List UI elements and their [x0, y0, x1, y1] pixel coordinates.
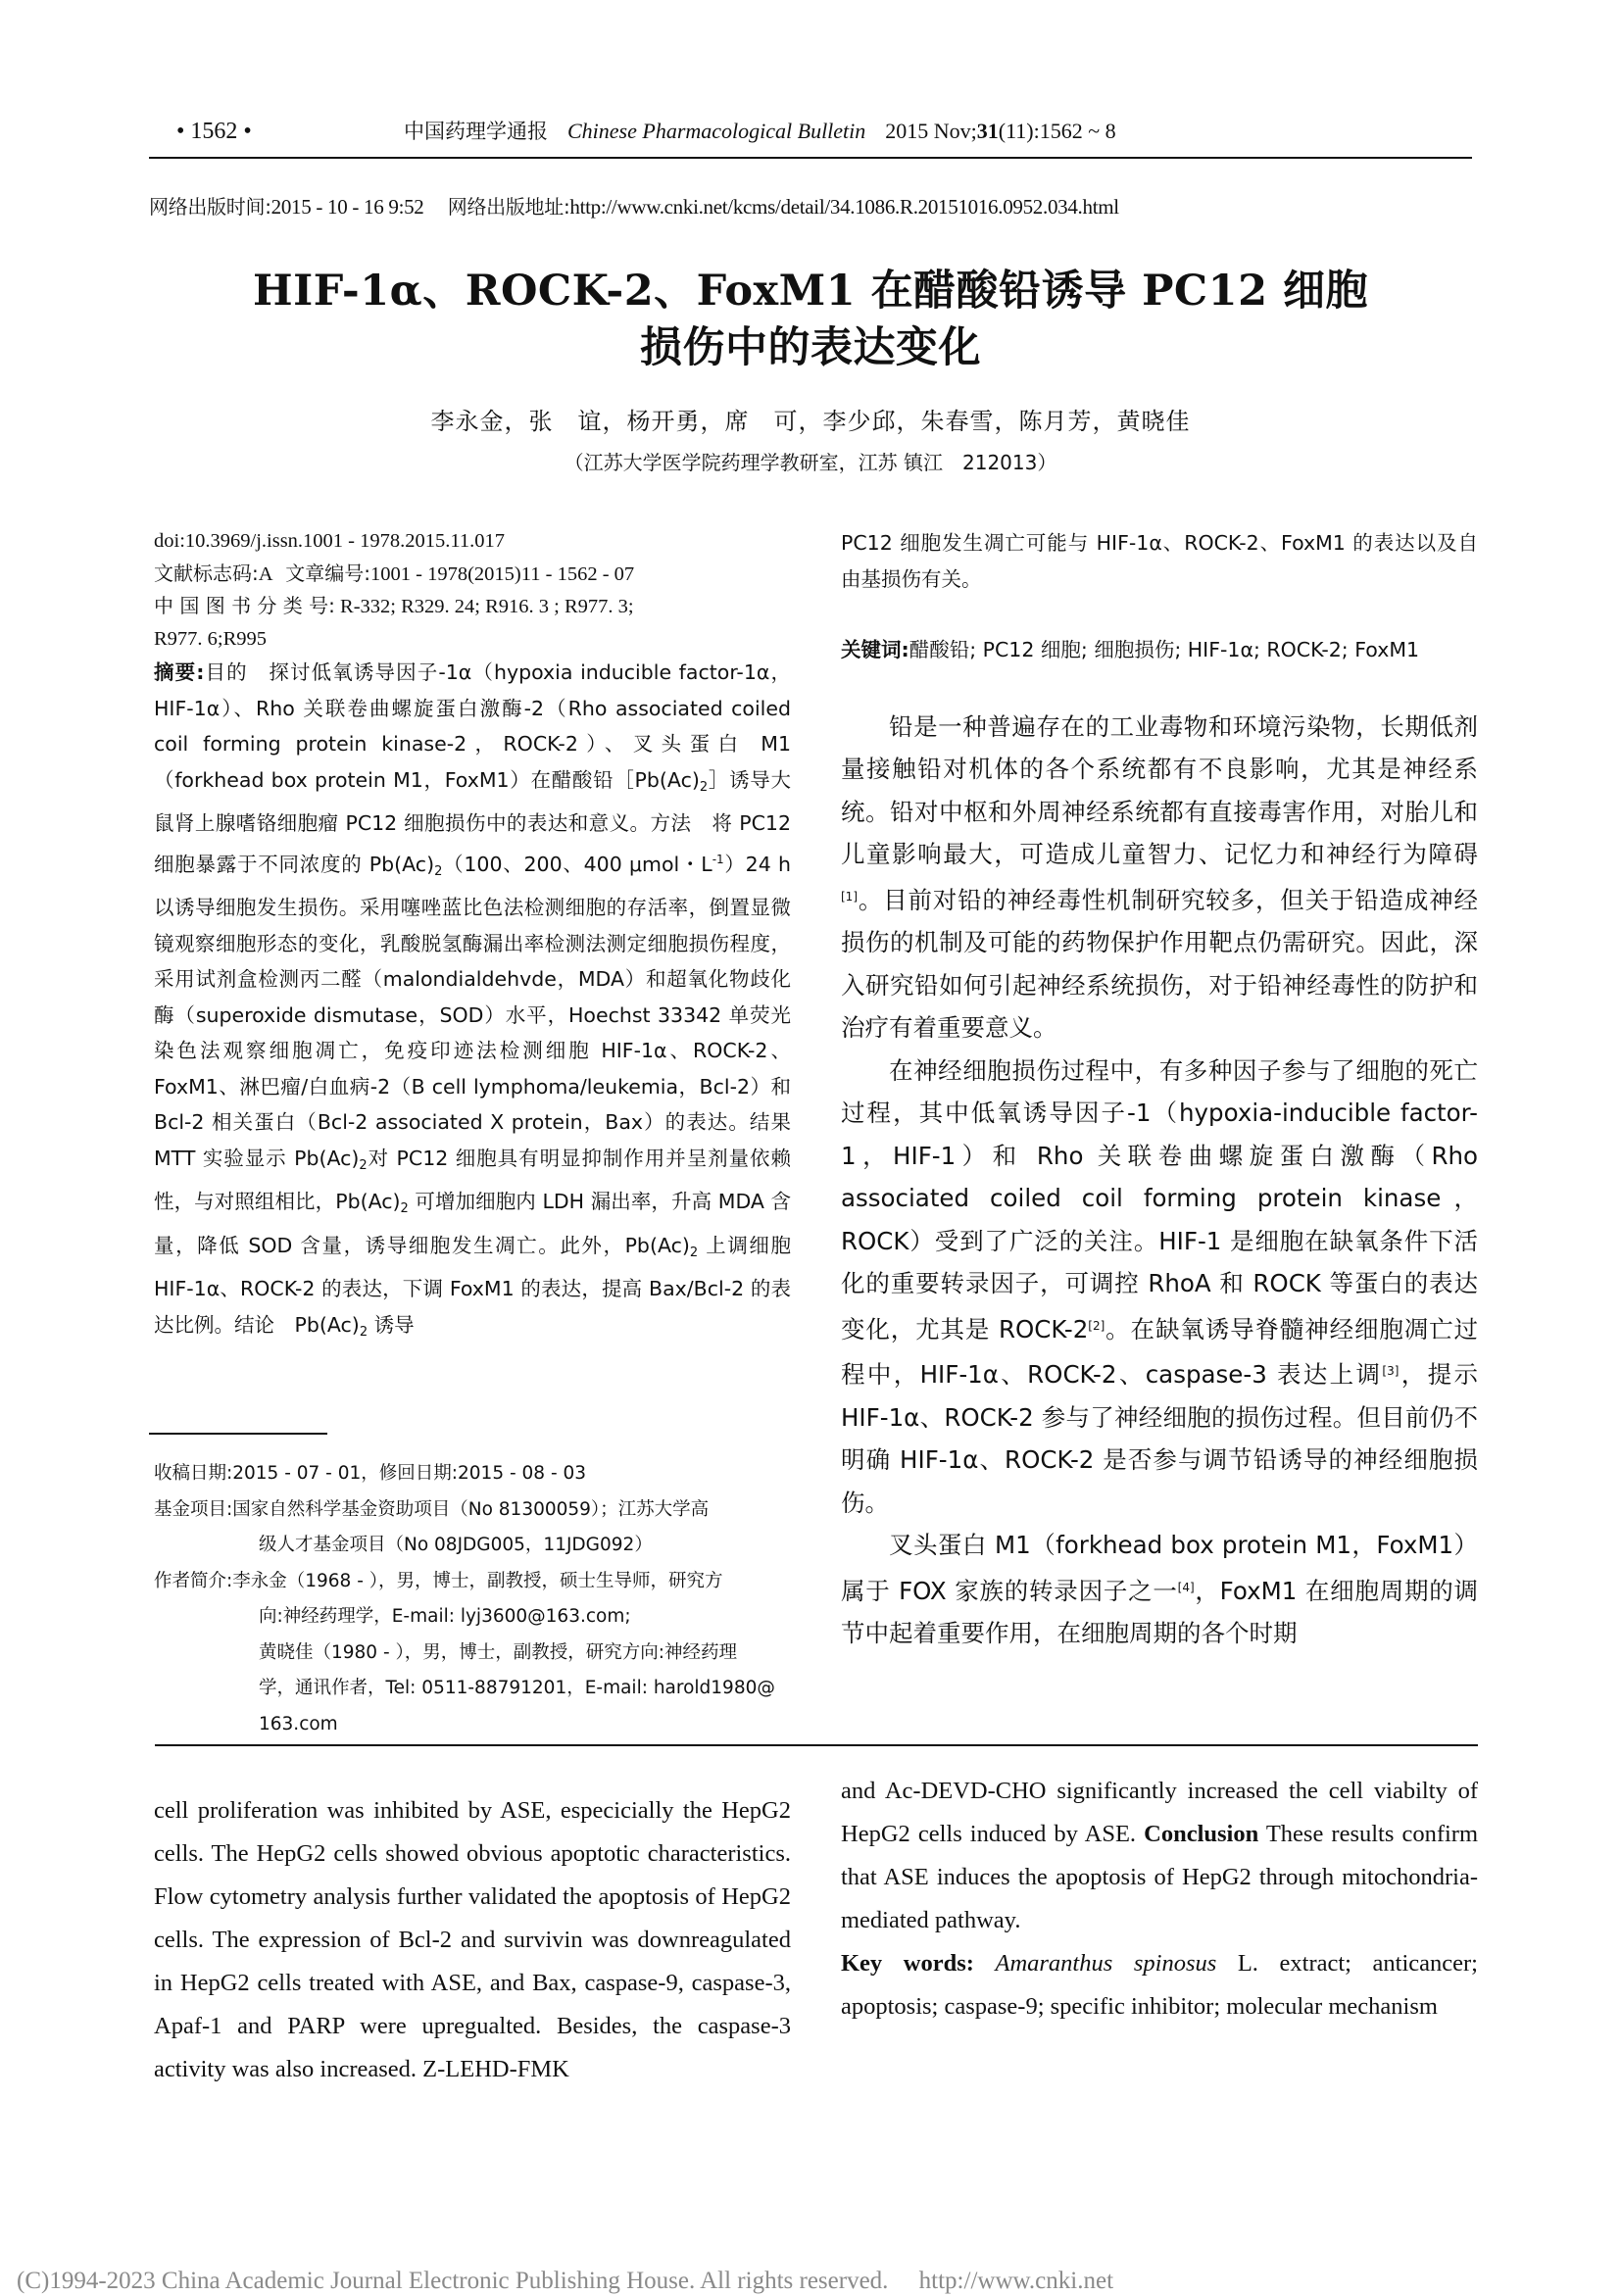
author-bio-line: 向:神经药理学，E-mail: lyj3600@163.com;: [259, 1606, 631, 1627]
paragraph-text: 。目前对铅的神经毒性机制研究较多，但关于铅造成神经损伤的机制及可能的药物保护作用靶点仍需研究。因此，深入研究铅如何引起神经系统损伤，对于铅神经毒性的防护和治疗有着重要意义。: [841, 885, 1478, 1042]
title-line-1: HIF-1α、ROCK-2、FoxM1 在醋酸铅诱导 PC12 细胞: [253, 267, 1368, 316]
abstract-text: 可增加细胞内 LDH 漏出率，升高 MDA 含量，降低 SOD 含量，诱导细胞发生凋亡。此外，Pb(Ac): [154, 1190, 791, 1257]
online-time-label: 网络出版时间:: [149, 195, 271, 219]
citation-1[interactable]: [1]: [841, 889, 858, 904]
footnotes: [154, 1456, 791, 1742]
paragraph-text: 。在缺氧诱导脊髓神经细胞凋亡过程中，HIF-1α、ROCK-2、caspase-3 表达上调: [841, 1314, 1479, 1389]
subscript: 2: [359, 1157, 368, 1173]
intro-paragraph-3: [841, 1524, 1478, 1655]
clc-line: 中 国 图 书 分 类 号: R-332; R329. 24; R916. 3 ; R977. 3;: [154, 594, 634, 617]
english-keywords: L. extract; anticancer; apoptosis; caspase-9; specific inhibitor; molecular mechanism: [841, 1950, 1478, 2020]
funding: 基金项目:国家自然科学基金资助项目（No 81300059）；江苏大学高: [154, 1498, 710, 1520]
abstract-text: 上调细胞 HIF-1α、ROCK-2 的表达，下调 FoxM1 的表达，提高 Bax/Bcl-2 的表达比例。结论 Pb(Ac): [154, 1233, 791, 1337]
citation-2[interactable]: [2]: [1088, 1318, 1105, 1333]
abstract-text: （100、200、400 μmol・L: [442, 852, 712, 876]
keywords: [841, 632, 1478, 668]
abstract-text: 目的 探讨低氧诱导因子-1α（hypoxia inducible factor-1α，HIF-1α）、Rho 关联卷曲螺旋蛋白激酶-2（Rho associated coiled coil forming protein kinase-2，ROCK-2）、叉头蛋白 M1（forkhead box protein M1，FoxM1）在醋酸铅［Pb(Ac): [154, 660, 791, 792]
right-column: [841, 525, 1478, 1655]
volume: 31: [976, 119, 999, 143]
abstract-text: ］诱导大鼠肾上腺嗜铬细胞瘤 PC12 细胞损伤中的表达和意义。方法 将 PC12 细胞暴露于不同浓度的 Pb(Ac): [154, 767, 791, 876]
journal-name-cn: 中国药理学通报: [404, 120, 548, 143]
online-time-value: 2015 - 10 - 16 9:52: [270, 195, 424, 219]
abstract-label: 摘要:: [154, 660, 205, 684]
journal-name-en: Chinese Pharmacological Bulletin: [567, 119, 866, 143]
english-text: and Ac-DEVD-CHO significantly increased the cell viabilty of HepG2 cells induced by ASE.: [841, 1778, 1478, 1847]
title-line-2: 损伤中的表达变化: [640, 323, 981, 372]
left-column: [154, 525, 811, 1350]
paragraph-text: ，FoxM1 在细胞周期的调节中起着重要作用，在细胞周期的各个时期: [841, 1576, 1479, 1647]
affiliation: （江苏大学医学院药理学教研室，江苏 镇江 212013）: [564, 451, 1057, 474]
subscript: 2: [699, 779, 709, 795]
header-rule: [149, 157, 1472, 159]
paragraph-text: 叉头蛋白 M1（forkhead box protein M1，FoxM1）属于 FOX 家族的转录因子之一: [841, 1531, 1478, 1605]
intro-paragraph-1: [841, 706, 1478, 1050]
paragraph-text: 在神经细胞损伤过程中，有多种因子参与了细胞的死亡过程，其中低氧诱导因子-1（hypoxia-inducible factor-1，HIF-1）和 Rho 关联卷曲螺旋蛋白激酶（Rho associated coiled coil forming protein kinase，ROCK）受到了广泛的关注。HIF-1 是细胞在缺氧条件下活化的重要转录因子，可调控 RhoA 和 ROCK 等蛋白的表达变化，尤其是 ROCK-2: [841, 1055, 1478, 1343]
paragraph-text: 铅是一种普遍存在的工业毒物和环境污染物，长期低剂量接触铅对机体的各个系统都有不良影响，尤其是神经系统。铅对中枢和外周神经系统都有直接毒害作用，对胎儿和儿童影响最大，可造成儿童智力、记忆力和神经行为障碍: [841, 711, 1478, 868]
issue-pages: (11):1562 ~ 8: [998, 119, 1116, 143]
online-address-label: 网络出版地址:: [447, 195, 570, 219]
author-list: 李永金，张 谊，杨开勇，席 可，李少邱，朱春雪，陈月芳，黄晓佳: [430, 408, 1191, 435]
citation-4[interactable]: [4]: [1177, 1580, 1195, 1594]
running-header: [176, 116, 1480, 151]
doi: doi:10.3969/j.issn.1001 - 1978.2015.11.017: [154, 530, 505, 552]
author-bio-line: 163.com: [259, 1713, 338, 1734]
abstract-text: ）24 h 以诱导细胞发生损伤。采用噻唑蓝比色法检测细胞的存活率，倒置显微镜观察细胞形态的变化，乳酸脱氢酶漏出率检测法测定细胞损伤程度，采用试剂盒检测丙二醛（malondialdehvde，MDA）和超氧化物歧化酶（superoxide dismutase，SOD）水平，Hoechst 33342 单荧光染色法观察细胞凋亡，免疫印迹法检测细胞 HIF-1α、ROCK-2、FoxM1、淋巴瘤/白血病-2（B cell lymphoma/leukemia，Bcl-2）和 Bcl-2 相关蛋白（Bcl-2 associated X protein，Bax）的表达。结果 MTT 实验显示 Pb(Ac): [154, 852, 811, 1170]
intro-paragraph-2: [841, 1050, 1478, 1525]
english-text: These results confirm that ASE induces the apoptosis of HepG2 through mitochondria-mediated pathway.: [841, 1821, 1478, 1933]
abstract-text: 对 PC12 细胞具有明显抑制作用并呈剂量依赖性，与对照组相比，Pb(Ac): [154, 1146, 791, 1213]
copyright-footer: (C)1994-2023 China Academic Journal Electronic Publishing House. All rights reserved. http://www.cnki.net: [17, 2268, 1114, 2294]
online-address-link[interactable]: http://www.cnki.net/kcms/detail/34.1086.R.20151016.0952.034.html: [569, 195, 1119, 219]
received-date: 收稿日期:2015 - 07 - 01，修回日期:2015 - 08 - 03: [154, 1463, 587, 1484]
keywords-label: 关键词:: [841, 638, 909, 661]
doc-code-line: 文献标志码:A 文章编号:1001 - 1978(2015)11 - 1562 - 07: [154, 561, 635, 585]
author-bio: 作者简介:李永金（1968 - ），男，博士，副教授，硕士生导师，研究方: [154, 1570, 723, 1591]
english-keywords-label: Key words:: [841, 1950, 974, 1977]
paragraph-text: ，提示 HIF-1α、ROCK-2 参与了神经细胞的损伤过程。但目前仍不明确 HIF-1α、ROCK-2 是否参与调节铅诱导的神经细胞损伤。: [841, 1360, 1478, 1517]
section-divider: [155, 1744, 1478, 1746]
journal-issue: [885, 119, 1115, 144]
species-name: Amaranthus spinosus: [995, 1950, 1217, 1977]
citation-3[interactable]: [3]: [1382, 1364, 1400, 1378]
issue-date: 2015 Nov;: [885, 119, 977, 143]
article-title: [147, 263, 1474, 376]
subscript: 2: [400, 1201, 409, 1216]
keywords-text: 醋酸铅; PC12 细胞; 细胞损伤; HIF-1α; ROCK-2; FoxM1: [909, 638, 1420, 661]
subscript: 2: [359, 1324, 368, 1340]
abstract-text-continued: 诱导: [368, 1312, 415, 1337]
funding-cont: 级人才基金项目（No 08JDG005，11JDG092）: [259, 1535, 653, 1555]
clc-line-2: R977. 6;R995: [154, 627, 268, 650]
footnote-rule: [149, 1433, 327, 1435]
english-abstract-right: [841, 1770, 1478, 2028]
author-bio-line: 黄晓佳（1980 - ），男，博士，副教授，研究方向:神经药理: [259, 1641, 738, 1663]
english-abstract-left: cell proliferation was inhibited by ASE, especicially the HepG2 cells. The HepG2 cells showed obvious apoptotic characteristics. Flow cytometry analysis further validated the apoptosis of HepG2 cells. The expression of Bcl-2 and survivin was downreagulated in HepG2 cells treated with ASE, and Bax, caspase-9, caspase-3, Apaf-1 and PARP were upregualted. Besides, the caspase-3 activity was also increased. Z-LEHD-FMK: [154, 1797, 791, 2082]
conclusion-label: Conclusion: [1144, 1821, 1259, 1847]
abstract: [154, 655, 811, 1350]
online-publication-info: [149, 191, 1482, 220]
page-number: • 1562 •: [176, 119, 252, 144]
abstract-continued: PC12 细胞发生凋亡可能与 HIF-1α、ROCK-2、FoxM1 的表达以及自由基损伤有关。: [841, 531, 1478, 591]
author-bio-line: 学，通讯作者，Tel: 0511-88791201，E-mail: harold1980@: [259, 1678, 775, 1698]
superscript: -1: [712, 852, 724, 866]
subscript: 2: [689, 1245, 699, 1260]
subscript: 2: [434, 863, 443, 879]
